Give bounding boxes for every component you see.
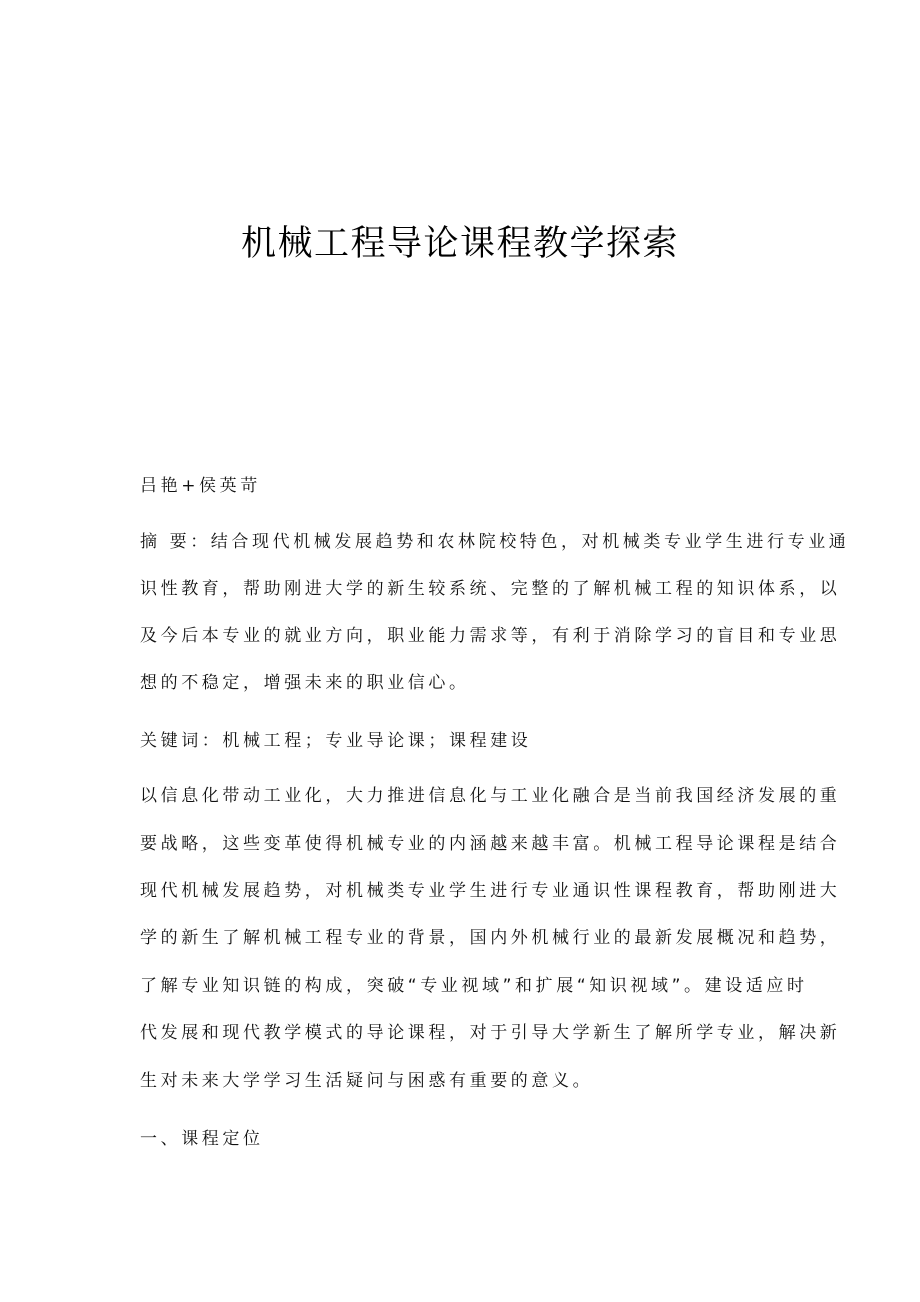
body-line: 了解专业知识链的构成，突破“专业视域”和扩展“知识视域”。建设适应时 (140, 976, 808, 996)
authors: 吕艳+侯英苛 (140, 476, 261, 496)
body-line: 要战略，这些变革使得机械专业的内涵越来越丰富。机械工程导论课程是结合 (140, 834, 841, 854)
body-line: 代发展和现代教学模式的导论课程，对于引导大学新生了解所学专业，解决新 (140, 1023, 841, 1043)
abstract-line: 识性教育，帮助刚进大学的新生较系统、完整的了解机械工程的知识体系，以 (140, 579, 841, 599)
body-line: 以信息化带动工业化，大力推进信息化与工业化融合是当前我国经济发展的重 (140, 786, 841, 806)
body-line: 学的新生了解机械工程专业的背景，国内外机械行业的最新发展概况和趋势， (140, 928, 841, 948)
body-line: 生对未来大学学习生活疑问与困惑有重要的意义。 (140, 1071, 594, 1091)
document-title: 机械工程导论课程教学探索 (240, 224, 679, 264)
section-heading: 一、课程定位 (140, 1129, 264, 1149)
abstract-line: 及今后本专业的就业方向，职业能力需求等，有利于消除学习的盲目和专业思 (140, 626, 841, 646)
abstract-line: 想的不稳定，增强未来的职业信心。 (140, 673, 470, 693)
keywords: 关键词：机械工程；专业导论课；课程建设 (140, 731, 532, 751)
body-line: 现代机械发展趋势，对机械类专业学生进行专业通识性课程教育，帮助刚进大 (140, 881, 841, 901)
abstract-line: 摘 要：结合现代机械发展趋势和农林院校特色，对机械类专业学生进行专业通 (140, 532, 850, 552)
